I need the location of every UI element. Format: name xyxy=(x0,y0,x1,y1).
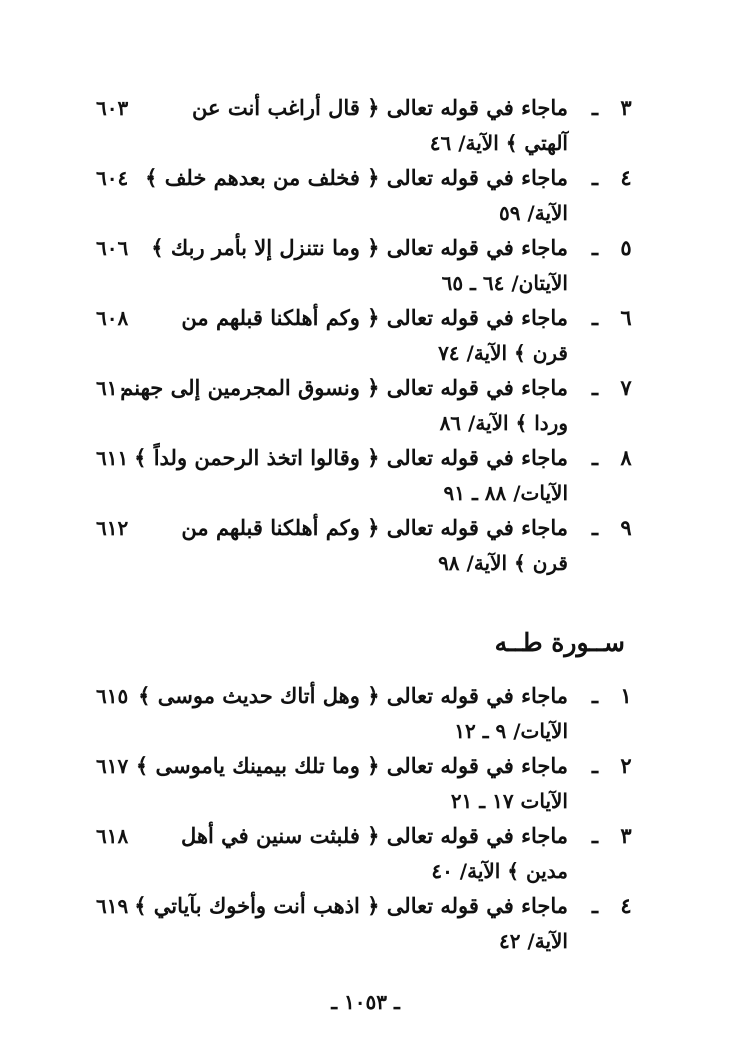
entry-title: ماجاء في قوله تعالى ﴿ وما تلك بيمينك ياموسى ﴾ xyxy=(135,753,568,778)
surah-heading: ســورة طــه xyxy=(494,628,625,657)
toc-entry xyxy=(96,818,636,888)
entry-continuation: الآيات ١٧ ـ ٢١ xyxy=(450,789,568,813)
entry-number: ٤ xyxy=(620,893,632,918)
entry-page: ٦١٠ xyxy=(96,376,129,400)
entry-number: ٤ xyxy=(620,165,632,190)
entry-continuation: الآية/ ٥٩ xyxy=(498,201,568,225)
toc-entry xyxy=(96,300,636,370)
entry-page: ٦١٧ xyxy=(96,754,129,778)
entry-title: ماجاء في قوله تعالى ﴿ قال أراغب أنت عن xyxy=(192,95,568,120)
entry-continuation: الآيات/ ٨٨ ـ ٩١ xyxy=(443,481,568,505)
entry-dash: ـ xyxy=(591,893,598,918)
toc-entry xyxy=(96,370,636,440)
entry-page: ٦٠٨ xyxy=(96,306,129,330)
entry-number: ٥ xyxy=(620,235,632,260)
entry-number: ٨ xyxy=(620,445,632,470)
entry-dash: ـ xyxy=(591,305,598,330)
entry-dash: ـ xyxy=(591,235,598,260)
entry-continuation: آلهتي ﴾ الآية/ ٤٦ xyxy=(429,131,568,155)
toc-entry xyxy=(96,440,636,510)
entry-dash: ـ xyxy=(591,375,598,400)
toc-entry xyxy=(96,748,636,818)
entry-dash: ـ xyxy=(591,515,598,540)
toc-entry xyxy=(96,160,636,230)
entry-dash: ـ xyxy=(591,95,598,120)
entry-page: ٦١٥ xyxy=(96,684,129,708)
entry-page: ٦١١ xyxy=(96,446,129,470)
entry-page: ٦٠٦ xyxy=(96,236,129,260)
toc-entry xyxy=(96,678,636,748)
entry-number: ١ xyxy=(620,683,632,708)
entry-title: ماجاء في قوله تعالى ﴿ وكم أهلكنا قبلهم من xyxy=(181,305,568,330)
entry-continuation: الآيات/ ٩ ـ ١٢ xyxy=(454,719,568,743)
entry-page: ٦١٢ xyxy=(96,516,129,540)
entry-title: ماجاء في قوله تعالى ﴿ وهل أتاك حديث موسى ﴾ xyxy=(138,683,568,708)
entry-dash: ـ xyxy=(591,165,598,190)
entry-page: ٦٠٤ xyxy=(96,166,129,190)
entry-title: ماجاء في قوله تعالى ﴿ وما نتنزل إلا بأمر ربك ﴾ xyxy=(151,235,568,260)
entry-continuation: الآية/ ٤٢ xyxy=(498,929,568,953)
entry-number: ٣ xyxy=(620,95,632,120)
entry-continuation: قرن ﴾ الآية/ ٩٨ xyxy=(438,551,568,575)
entry-number: ٢ xyxy=(620,753,632,778)
page-number: ـ ١٠٥٣ ـ xyxy=(331,990,400,1014)
entry-number: ٩ xyxy=(620,515,632,540)
toc-entry xyxy=(96,90,636,160)
entry-page: ٦١٩ xyxy=(96,894,129,918)
entry-page: ٦٠٣ xyxy=(96,96,129,120)
entry-dash: ـ xyxy=(591,683,598,708)
entry-dash: ـ xyxy=(591,823,598,848)
entry-number: ٧ xyxy=(620,375,632,400)
entry-title: ماجاء في قوله تعالى ﴿ ونسوق المجرمين إلى جهنم xyxy=(120,375,568,400)
entry-dash: ـ xyxy=(591,445,598,470)
entry-number: ٦ xyxy=(620,305,632,330)
entry-continuation: الآيتان/ ٦٤ ـ ٦٥ xyxy=(441,271,568,295)
entry-title: ماجاء في قوله تعالى ﴿ اذهب أنت وأخوك بآياتي ﴾ xyxy=(134,893,568,918)
toc-entry xyxy=(96,230,636,300)
entry-title: ماجاء في قوله تعالى ﴿ وقالوا اتخذ الرحمن ولداً ﴾ xyxy=(134,445,568,470)
entry-title: ماجاء في قوله تعالى ﴿ فلبثت سنين في أهل xyxy=(181,823,568,848)
entry-page: ٦١٨ xyxy=(96,824,129,848)
entry-title: ماجاء في قوله تعالى ﴿ فخلف من بعدهم خلف ﴾ xyxy=(145,165,568,190)
toc-entry xyxy=(96,510,636,580)
entry-dash: ـ xyxy=(591,753,598,778)
entry-continuation: وردا ﴾ الآية/ ٨٦ xyxy=(439,411,568,435)
entry-continuation: قرن ﴾ الآية/ ٧٤ xyxy=(438,341,568,365)
entry-continuation: مدين ﴾ الآية/ ٤٠ xyxy=(431,859,568,883)
entry-number: ٣ xyxy=(620,823,632,848)
toc-entry xyxy=(96,888,636,958)
entry-title: ماجاء في قوله تعالى ﴿ وكم أهلكنا قبلهم من xyxy=(181,515,568,540)
